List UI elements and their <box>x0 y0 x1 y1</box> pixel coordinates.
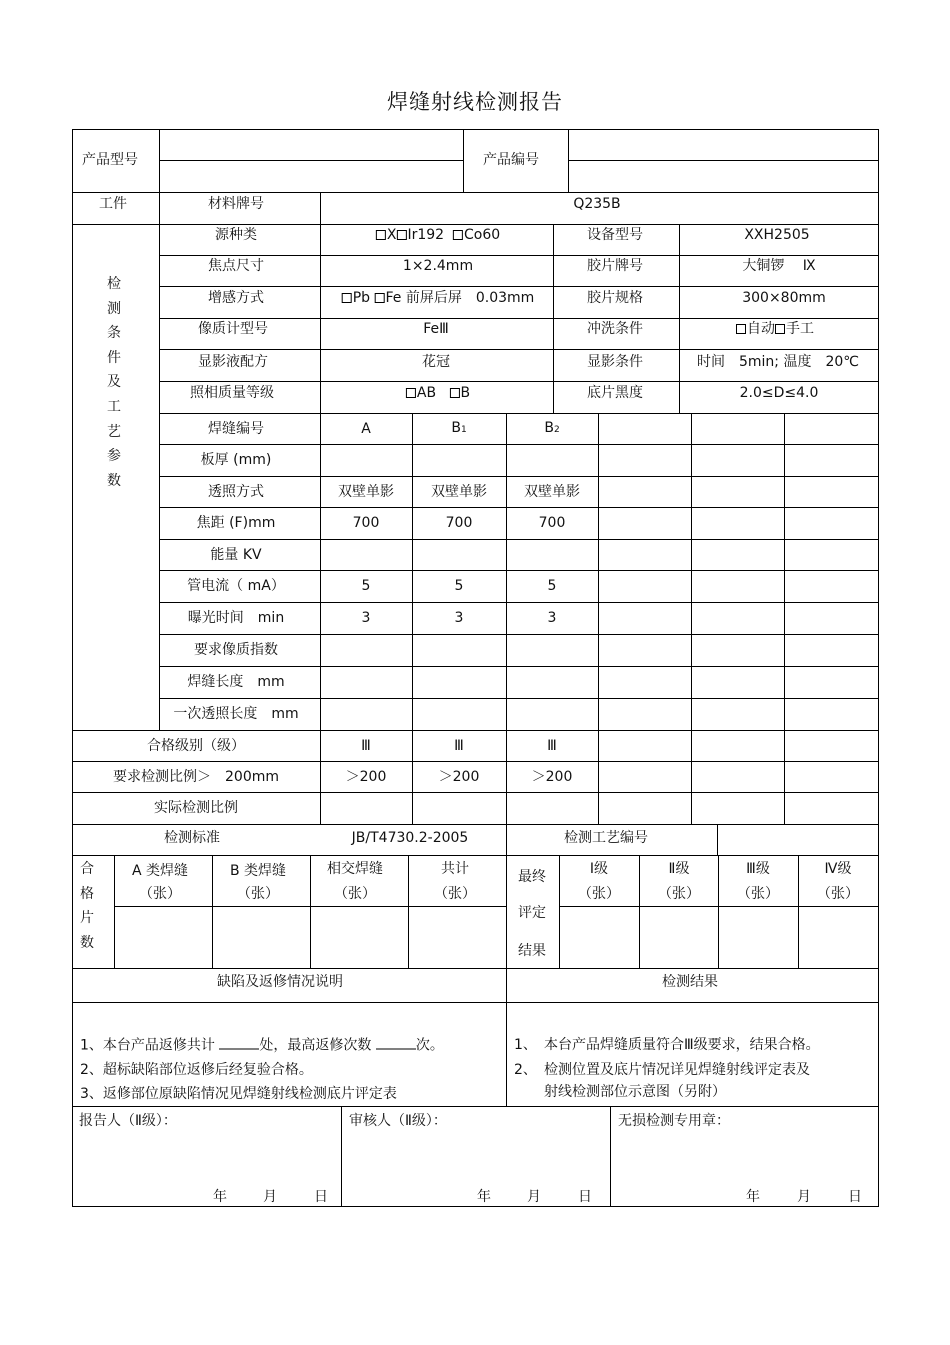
quality-label: 照相质量等级 <box>190 385 274 401</box>
final-label-1: 最终 <box>518 869 546 885</box>
reviewer-label: 审核人（Ⅱ级）： <box>349 1113 447 1129</box>
weld-row-label: 焊缝长度 mm <box>187 674 285 690</box>
weld-cell-value: 双壁单影 <box>338 483 394 500</box>
a-weld-header: A 类焊缝 <box>131 863 189 879</box>
developer-label: 显影液配方 <box>198 354 268 370</box>
weld-table-cell <box>524 484 580 500</box>
result-item-2-no: 2、 <box>514 1062 537 1078</box>
weld-table-cell <box>362 578 371 594</box>
weld-cell-value: 5 <box>547 578 557 594</box>
weld-table-cell <box>451 420 466 438</box>
pass-films-char: 合 <box>80 861 94 877</box>
defect-line-1 <box>80 1037 444 1054</box>
total-unit: （张） <box>434 886 476 902</box>
product-number-label: 产品编号 <box>483 152 539 168</box>
weld-cell-value: 700 <box>445 515 473 531</box>
checkbox-icon[interactable] <box>376 230 386 240</box>
weld-row-label: 管电流（ mA） <box>187 578 285 594</box>
weld-table-cell <box>539 515 566 531</box>
weld-row-label: 要求像质指数 <box>194 642 278 658</box>
section-char: 工 <box>107 398 121 415</box>
defect-line-3: 3、返修部位原缺陷情况见焊缝射线检测底片评定表 <box>80 1086 397 1102</box>
weld-cell-value: A <box>361 420 371 437</box>
checkbox-icon[interactable] <box>406 388 416 398</box>
weld-cell-subscript: 2 <box>553 424 560 435</box>
reporter-year: 年 <box>213 1189 227 1205</box>
a-weld-unit: （张） <box>139 886 181 902</box>
weld-row-label: 焦距 (F)mm <box>196 515 276 531</box>
grade-2-unit: （张） <box>658 886 700 902</box>
result-item-2b: 射线检测部位示意图（另附） <box>544 1084 726 1100</box>
material-value: Q235B <box>573 196 621 212</box>
defects-title: 缺陷及返修情况说明 <box>217 974 343 990</box>
weld-row-label: 要求检测比例＞ 200mm <box>113 768 279 785</box>
defect-line-1a: 1、本台产品返修共计 <box>80 1037 215 1054</box>
film-spec-label: 胶片规格 <box>587 290 643 306</box>
weld-table-cell <box>548 610 557 626</box>
cross-weld-unit: （张） <box>334 886 376 902</box>
material-label: 材料牌号 <box>208 196 264 212</box>
source-opt-x: X <box>386 227 397 243</box>
weld-row-label: 焊缝编号 <box>208 420 264 437</box>
wash-label: 冲洗条件 <box>587 321 643 337</box>
total-header: 共计 <box>441 861 469 877</box>
pass-films-vertical-label <box>77 857 97 955</box>
b-weld-header: B 类焊缝 <box>229 863 287 879</box>
pass-films-char: 数 <box>80 934 94 951</box>
workpiece-label: 工件 <box>99 196 127 212</box>
weld-cell-subscript: 1 <box>460 424 467 435</box>
section-char: 条 <box>107 325 121 342</box>
weld-row-label: 能量 KV <box>210 546 262 563</box>
weld-row-label: 一次透照长度 mm <box>173 706 299 722</box>
weld-table-cell <box>431 484 487 500</box>
weld-table-cell <box>446 515 473 531</box>
weld-cell-value: Ⅲ <box>454 737 464 754</box>
source-opt-co60: Co60 <box>463 227 501 243</box>
grade-2-header: Ⅱ级 <box>668 861 690 877</box>
device-value: XXH2505 <box>744 227 810 243</box>
stamp-label: 无损检测专用章： <box>618 1113 730 1129</box>
grade-4-header: Ⅳ级 <box>824 861 852 877</box>
max-repair-blank[interactable] <box>376 1037 416 1050</box>
checkbox-icon[interactable] <box>449 388 459 398</box>
checkbox-icon[interactable] <box>453 230 463 240</box>
iqi-value: FeⅢ <box>423 321 449 337</box>
grade-3-header: Ⅲ级 <box>746 861 770 877</box>
stamp-year: 年 <box>746 1189 760 1205</box>
weld-cell-value: 3 <box>454 610 464 626</box>
stamp-day: 日 <box>848 1189 862 1205</box>
pass-films-char: 格 <box>80 885 94 902</box>
density-value: 2.0≤D≤4.0 <box>739 385 819 401</box>
weld-table-cell <box>338 484 394 500</box>
wash-opt-auto: 自动 <box>747 321 775 337</box>
defect-line-2: 2、超标缺陷部位返修后经复验合格。 <box>80 1062 313 1078</box>
weld-cell-value: 3 <box>547 610 557 626</box>
checkbox-icon[interactable] <box>374 293 384 303</box>
screen-label: 增感方式 <box>208 290 264 306</box>
reporter-label: 报告人（Ⅱ级）： <box>79 1113 177 1129</box>
weld-cell-value: 双壁单影 <box>431 483 487 500</box>
weld-table-cell <box>361 421 371 437</box>
procedure-number-label: 检测工艺编号 <box>564 830 648 846</box>
weld-row-label: 合格级别（级） <box>147 737 245 754</box>
weld-row-label: 透照方式 <box>208 483 264 500</box>
stamp-month: 月 <box>797 1189 811 1205</box>
weld-table-cell <box>548 578 557 594</box>
screen-opt-pb: Pb <box>352 290 371 306</box>
result-title: 检测结果 <box>662 974 718 990</box>
focus-value: 1×2.4mm <box>402 258 474 274</box>
section-char: 测 <box>107 300 121 317</box>
weld-table-cell <box>362 610 371 626</box>
grade-1-header: Ⅰ级 <box>589 861 609 877</box>
developer-value: 花冠 <box>422 354 450 370</box>
weld-cell-value: 5 <box>454 578 464 594</box>
weld-cell-value: ＞200 <box>531 768 573 785</box>
develop-cond-label: 显影条件 <box>587 354 643 370</box>
weld-row-label: 板厚 (mm) <box>200 452 272 468</box>
quality-opt-ab: AB <box>416 385 437 401</box>
standard-value: JB/T4730.2-2005 <box>351 830 469 846</box>
result-item-1-no: 1、 <box>514 1037 537 1053</box>
checkbox-icon[interactable] <box>342 293 352 303</box>
source-options <box>376 227 500 243</box>
weld-cell-value: B <box>544 419 554 436</box>
section-label-vertical <box>104 272 124 493</box>
quality-options <box>406 385 470 401</box>
grade-4-unit: （张） <box>817 886 859 902</box>
weld-row-label: 实际检测比例 <box>154 800 238 816</box>
checkbox-icon[interactable] <box>736 324 746 334</box>
section-char: 及 <box>107 374 121 391</box>
weld-cell-value: 700 <box>538 515 566 531</box>
weld-cell-value: 5 <box>361 578 371 594</box>
weld-table-cell <box>544 420 559 438</box>
source-label: 源种类 <box>215 227 257 243</box>
weld-cell-value: Ⅲ <box>361 737 371 754</box>
weld-cell-value: 700 <box>352 515 380 531</box>
weld-cell-value: B <box>451 419 461 436</box>
weld-cell-value: Ⅲ <box>547 737 557 754</box>
pass-films-char: 片 <box>80 910 94 927</box>
defect-line-1b: 处，最高返修次数 <box>259 1037 372 1054</box>
weld-table-cell <box>532 769 573 785</box>
weld-table-cell <box>454 738 464 754</box>
weld-table-cell <box>346 769 387 785</box>
weld-table-cell <box>361 738 371 754</box>
focus-label: 焦点尺寸 <box>208 258 264 274</box>
quality-opt-b: B <box>460 385 471 401</box>
section-char: 检 <box>107 276 121 292</box>
section-char: 件 <box>107 349 121 366</box>
section-char: 参 <box>107 448 121 465</box>
repair-count-blank[interactable] <box>219 1037 259 1050</box>
weld-cell-value: 3 <box>361 610 371 626</box>
screen-opt-fe: Fe 前屏后屏 0.03mm <box>385 290 535 306</box>
reviewer-day: 日 <box>578 1189 592 1205</box>
result-item-2a: 检测位置及底片情况详见焊缝射线评定表及 <box>544 1062 810 1078</box>
b-weld-unit: （张） <box>237 886 279 902</box>
product-model-label: 产品型号 <box>82 152 138 168</box>
screen-options <box>342 290 535 306</box>
weld-table-cell <box>455 610 464 626</box>
weld-table-cell <box>353 515 380 531</box>
checkbox-icon[interactable] <box>775 324 785 334</box>
section-char: 艺 <box>107 423 121 440</box>
weld-table-cell <box>547 738 557 754</box>
page-title: 焊缝射线检测报告 <box>387 90 563 114</box>
weld-cell-value: ＞200 <box>438 768 480 785</box>
grade-1-unit: （张） <box>578 886 620 902</box>
film-spec-value: 300×80mm <box>742 290 826 306</box>
reviewer-month: 月 <box>527 1189 541 1205</box>
film-brand-label: 胶片牌号 <box>587 258 643 274</box>
final-label-3: 结果 <box>518 943 546 959</box>
cross-weld-header: 相交焊缝 <box>327 861 383 877</box>
weld-cell-value: ＞200 <box>345 768 387 785</box>
iqi-label: 像质计型号 <box>198 321 268 337</box>
defect-line-1c: 次。 <box>415 1037 444 1054</box>
result-item-1: 本台产品焊缝质量符合Ⅲ级要求，结果合格。 <box>544 1037 820 1053</box>
reporter-day: 日 <box>314 1189 328 1205</box>
weld-table-cell <box>455 578 464 594</box>
film-brand-value: 大铜锣 Ⅸ <box>742 258 816 274</box>
wash-opt-manual: 手工 <box>786 321 814 337</box>
density-label: 底片黑度 <box>587 385 643 401</box>
grade-3-unit: （张） <box>737 886 779 902</box>
device-label: 设备型号 <box>587 227 643 243</box>
wash-options <box>736 321 814 337</box>
reviewer-year: 年 <box>477 1189 491 1205</box>
reporter-month: 月 <box>263 1189 277 1205</box>
weld-cell-value: 双壁单影 <box>524 483 580 500</box>
final-label-2: 评定 <box>518 905 546 921</box>
weld-row-label: 曝光时间 min <box>187 610 285 626</box>
section-char: 数 <box>107 472 121 489</box>
checkbox-icon[interactable] <box>396 230 406 240</box>
source-opt-ir192: Ir192 <box>407 227 445 243</box>
standard-label: 检测标准 <box>164 830 220 846</box>
develop-cond-value: 时间 5min; 温度 20℃ <box>696 354 860 370</box>
weld-table-cell <box>439 769 480 785</box>
